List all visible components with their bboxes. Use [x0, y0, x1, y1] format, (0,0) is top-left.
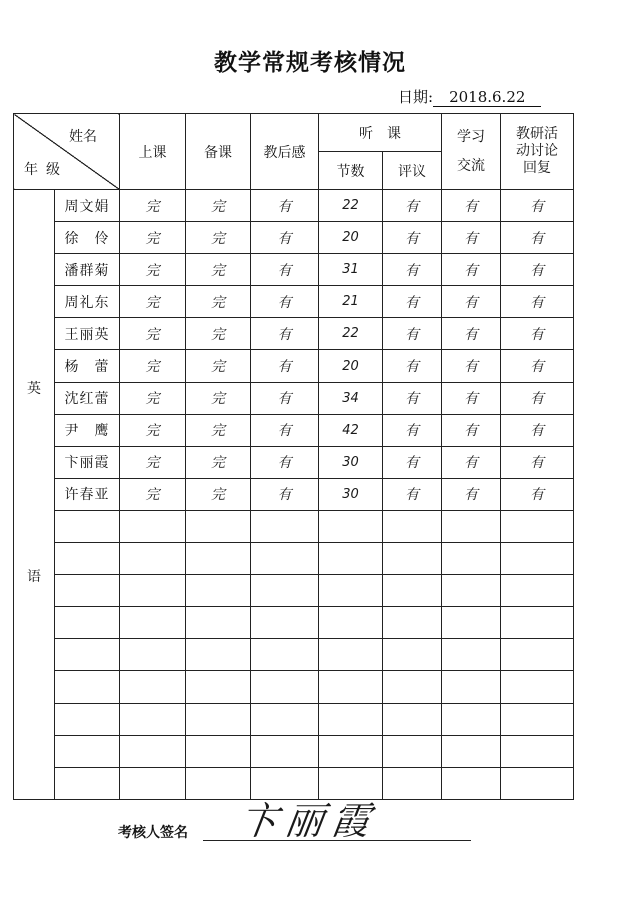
cell-count	[319, 639, 383, 671]
col-header-class: 上课	[120, 114, 186, 190]
assessment-table	[13, 113, 574, 800]
empty-row	[14, 735, 574, 767]
cell-prep: 完	[186, 286, 251, 318]
cell-class: 完	[120, 318, 186, 350]
cell-prep	[186, 703, 251, 735]
cell-count: 20	[319, 222, 383, 254]
cell-research: 有	[501, 222, 574, 254]
teacher-name	[55, 703, 120, 735]
empty-row	[14, 575, 574, 607]
cell-count: 30	[319, 446, 383, 478]
cell-prep: 完	[186, 222, 251, 254]
signature: 卞丽霞	[236, 799, 381, 843]
cell-review	[383, 575, 442, 607]
cell-study: 有	[442, 190, 501, 222]
cell-reflect: 有	[251, 414, 319, 446]
cell-class	[120, 735, 186, 767]
page-title: 教学常规考核情况	[214, 50, 406, 76]
teacher-name: 王丽英	[55, 318, 120, 350]
cell-reflect: 有	[251, 446, 319, 478]
cell-research: 有	[501, 350, 574, 382]
cell-research: 有	[501, 254, 574, 286]
col-header-review: 评议	[383, 152, 442, 190]
cell-prep: 完	[186, 478, 251, 510]
cell-class: 完	[120, 382, 186, 414]
cell-reflect: 有	[251, 190, 319, 222]
cell-reflect	[251, 639, 319, 671]
cell-prep	[186, 607, 251, 639]
teacher-name: 沈红蕾	[55, 382, 120, 414]
cell-reflect: 有	[251, 318, 319, 350]
cell-review: 有	[383, 478, 442, 510]
cell-class: 完	[120, 190, 186, 222]
cell-review	[383, 543, 442, 575]
col-header-listen: 听 课	[319, 114, 442, 152]
cell-reflect: 有	[251, 222, 319, 254]
date-row	[398, 86, 541, 107]
cell-study	[442, 575, 501, 607]
table-row	[14, 382, 574, 414]
cell-prep	[186, 510, 251, 542]
col-header-prep: 备课	[186, 114, 251, 190]
cell-count	[319, 607, 383, 639]
research-line-1: 教研活	[516, 126, 558, 142]
cell-class	[120, 703, 186, 735]
cell-prep: 完	[186, 382, 251, 414]
cell-class	[120, 510, 186, 542]
cell-research: 有	[501, 414, 574, 446]
empty-row	[14, 510, 574, 542]
cell-study	[442, 543, 501, 575]
cell-study: 有	[442, 286, 501, 318]
cell-review: 有	[383, 382, 442, 414]
table-row	[14, 286, 574, 318]
subject-char: 语	[27, 569, 41, 585]
teacher-name: 卞丽霞	[55, 446, 120, 478]
cell-class	[120, 543, 186, 575]
cell-research: 有	[501, 382, 574, 414]
cell-class	[120, 639, 186, 671]
cell-study	[442, 639, 501, 671]
cell-study	[442, 767, 501, 799]
cell-count: 21	[319, 286, 383, 318]
cell-count	[319, 703, 383, 735]
subject-cell	[14, 190, 55, 800]
cell-count: 22	[319, 190, 383, 222]
table-row	[14, 478, 574, 510]
cell-research: 有	[501, 446, 574, 478]
teacher-name	[55, 510, 120, 542]
cell-count: 30	[319, 478, 383, 510]
teacher-name: 杨 蕾	[55, 350, 120, 382]
empty-row	[14, 543, 574, 575]
cell-reflect: 有	[251, 478, 319, 510]
table-row	[14, 350, 574, 382]
cell-prep: 完	[186, 446, 251, 478]
signature-label: 考核人签名	[118, 825, 188, 841]
cell-research: 有	[501, 478, 574, 510]
cell-study	[442, 510, 501, 542]
cell-count	[319, 671, 383, 703]
col-header-study	[442, 114, 501, 190]
cell-study: 有	[442, 382, 501, 414]
cell-class: 完	[120, 222, 186, 254]
teacher-name	[55, 575, 120, 607]
cell-review	[383, 639, 442, 671]
teacher-name: 徐 伶	[55, 222, 120, 254]
cell-study: 有	[442, 446, 501, 478]
teacher-name: 周礼东	[55, 286, 120, 318]
teacher-name	[55, 543, 120, 575]
cell-class: 完	[120, 414, 186, 446]
cell-prep	[186, 575, 251, 607]
cell-study	[442, 607, 501, 639]
cell-research	[501, 639, 574, 671]
cell-prep: 完	[186, 190, 251, 222]
table-row	[14, 222, 574, 254]
date-value: 2018.6.22	[433, 88, 541, 107]
cell-reflect: 有	[251, 382, 319, 414]
cell-count: 22	[319, 318, 383, 350]
cell-study: 有	[442, 254, 501, 286]
cell-study	[442, 703, 501, 735]
cell-prep	[186, 671, 251, 703]
cell-review	[383, 607, 442, 639]
cell-reflect: 有	[251, 286, 319, 318]
teacher-name: 周文娟	[55, 190, 120, 222]
cell-reflect	[251, 703, 319, 735]
cell-review: 有	[383, 190, 442, 222]
cell-class	[120, 671, 186, 703]
cell-prep	[186, 735, 251, 767]
cell-study	[442, 671, 501, 703]
cell-reflect: 有	[251, 254, 319, 286]
cell-research	[501, 735, 574, 767]
cell-study: 有	[442, 222, 501, 254]
cell-count	[319, 735, 383, 767]
empty-row	[14, 607, 574, 639]
cell-research	[501, 767, 574, 799]
research-line-3: 回复	[523, 160, 551, 176]
teacher-name	[55, 671, 120, 703]
cell-research	[501, 510, 574, 542]
cell-review	[383, 767, 442, 799]
cell-reflect	[251, 735, 319, 767]
cell-study: 有	[442, 318, 501, 350]
col-header-reflect: 教后感	[251, 114, 319, 190]
study-line-2: 交流	[457, 157, 485, 174]
cell-class: 完	[120, 286, 186, 318]
teacher-name	[55, 767, 120, 799]
cell-reflect	[251, 543, 319, 575]
cell-prep	[186, 543, 251, 575]
teacher-name	[55, 639, 120, 671]
name-grade-header	[14, 114, 120, 190]
table-row	[14, 318, 574, 350]
subject-char: 英	[27, 381, 41, 397]
table-row	[14, 254, 574, 286]
cell-prep	[186, 767, 251, 799]
cell-count	[319, 510, 383, 542]
cell-class	[120, 575, 186, 607]
cell-study: 有	[442, 414, 501, 446]
cell-review	[383, 735, 442, 767]
empty-row	[14, 639, 574, 671]
cell-class	[120, 767, 186, 799]
cell-count: 31	[319, 254, 383, 286]
cell-reflect: 有	[251, 350, 319, 382]
col-header-count: 节数	[319, 152, 383, 190]
cell-review	[383, 703, 442, 735]
empty-row	[14, 671, 574, 703]
cell-study: 有	[442, 350, 501, 382]
cell-prep: 完	[186, 414, 251, 446]
cell-count: 34	[319, 382, 383, 414]
table-row	[14, 414, 574, 446]
cell-research	[501, 671, 574, 703]
empty-row	[14, 703, 574, 735]
teacher-name: 潘群菊	[55, 254, 120, 286]
teacher-name: 许春亚	[55, 478, 120, 510]
cell-count	[319, 543, 383, 575]
cell-count: 42	[319, 414, 383, 446]
cell-prep: 完	[186, 254, 251, 286]
cell-review: 有	[383, 414, 442, 446]
cell-review	[383, 510, 442, 542]
cell-class	[120, 607, 186, 639]
cell-count: 20	[319, 350, 383, 382]
cell-reflect	[251, 510, 319, 542]
cell-research	[501, 575, 574, 607]
research-line-2: 动讨论	[516, 143, 558, 159]
cell-research	[501, 607, 574, 639]
cell-prep: 完	[186, 350, 251, 382]
cell-reflect	[251, 671, 319, 703]
cell-review: 有	[383, 222, 442, 254]
study-line-1: 学习	[457, 128, 485, 145]
cell-research: 有	[501, 286, 574, 318]
teacher-name: 尹 鹰	[55, 414, 120, 446]
cell-study: 有	[442, 478, 501, 510]
cell-review	[383, 671, 442, 703]
table-row	[14, 446, 574, 478]
cell-reflect	[251, 575, 319, 607]
name-header: 姓名	[69, 129, 97, 145]
cell-class: 完	[120, 446, 186, 478]
cell-review: 有	[383, 254, 442, 286]
cell-study	[442, 735, 501, 767]
cell-count	[319, 575, 383, 607]
cell-reflect	[251, 607, 319, 639]
col-header-research	[501, 114, 574, 190]
cell-class: 完	[120, 254, 186, 286]
cell-class: 完	[120, 478, 186, 510]
cell-research	[501, 543, 574, 575]
teacher-name	[55, 735, 120, 767]
cell-class: 完	[120, 350, 186, 382]
teacher-name	[55, 607, 120, 639]
cell-research: 有	[501, 318, 574, 350]
cell-prep	[186, 639, 251, 671]
cell-research: 有	[501, 190, 574, 222]
cell-review: 有	[383, 318, 442, 350]
cell-review: 有	[383, 286, 442, 318]
date-label: 日期:	[398, 88, 434, 106]
cell-research	[501, 703, 574, 735]
table-row	[14, 190, 574, 222]
grade-header: 年级	[24, 162, 68, 178]
cell-review: 有	[383, 446, 442, 478]
cell-review: 有	[383, 350, 442, 382]
cell-prep: 完	[186, 318, 251, 350]
